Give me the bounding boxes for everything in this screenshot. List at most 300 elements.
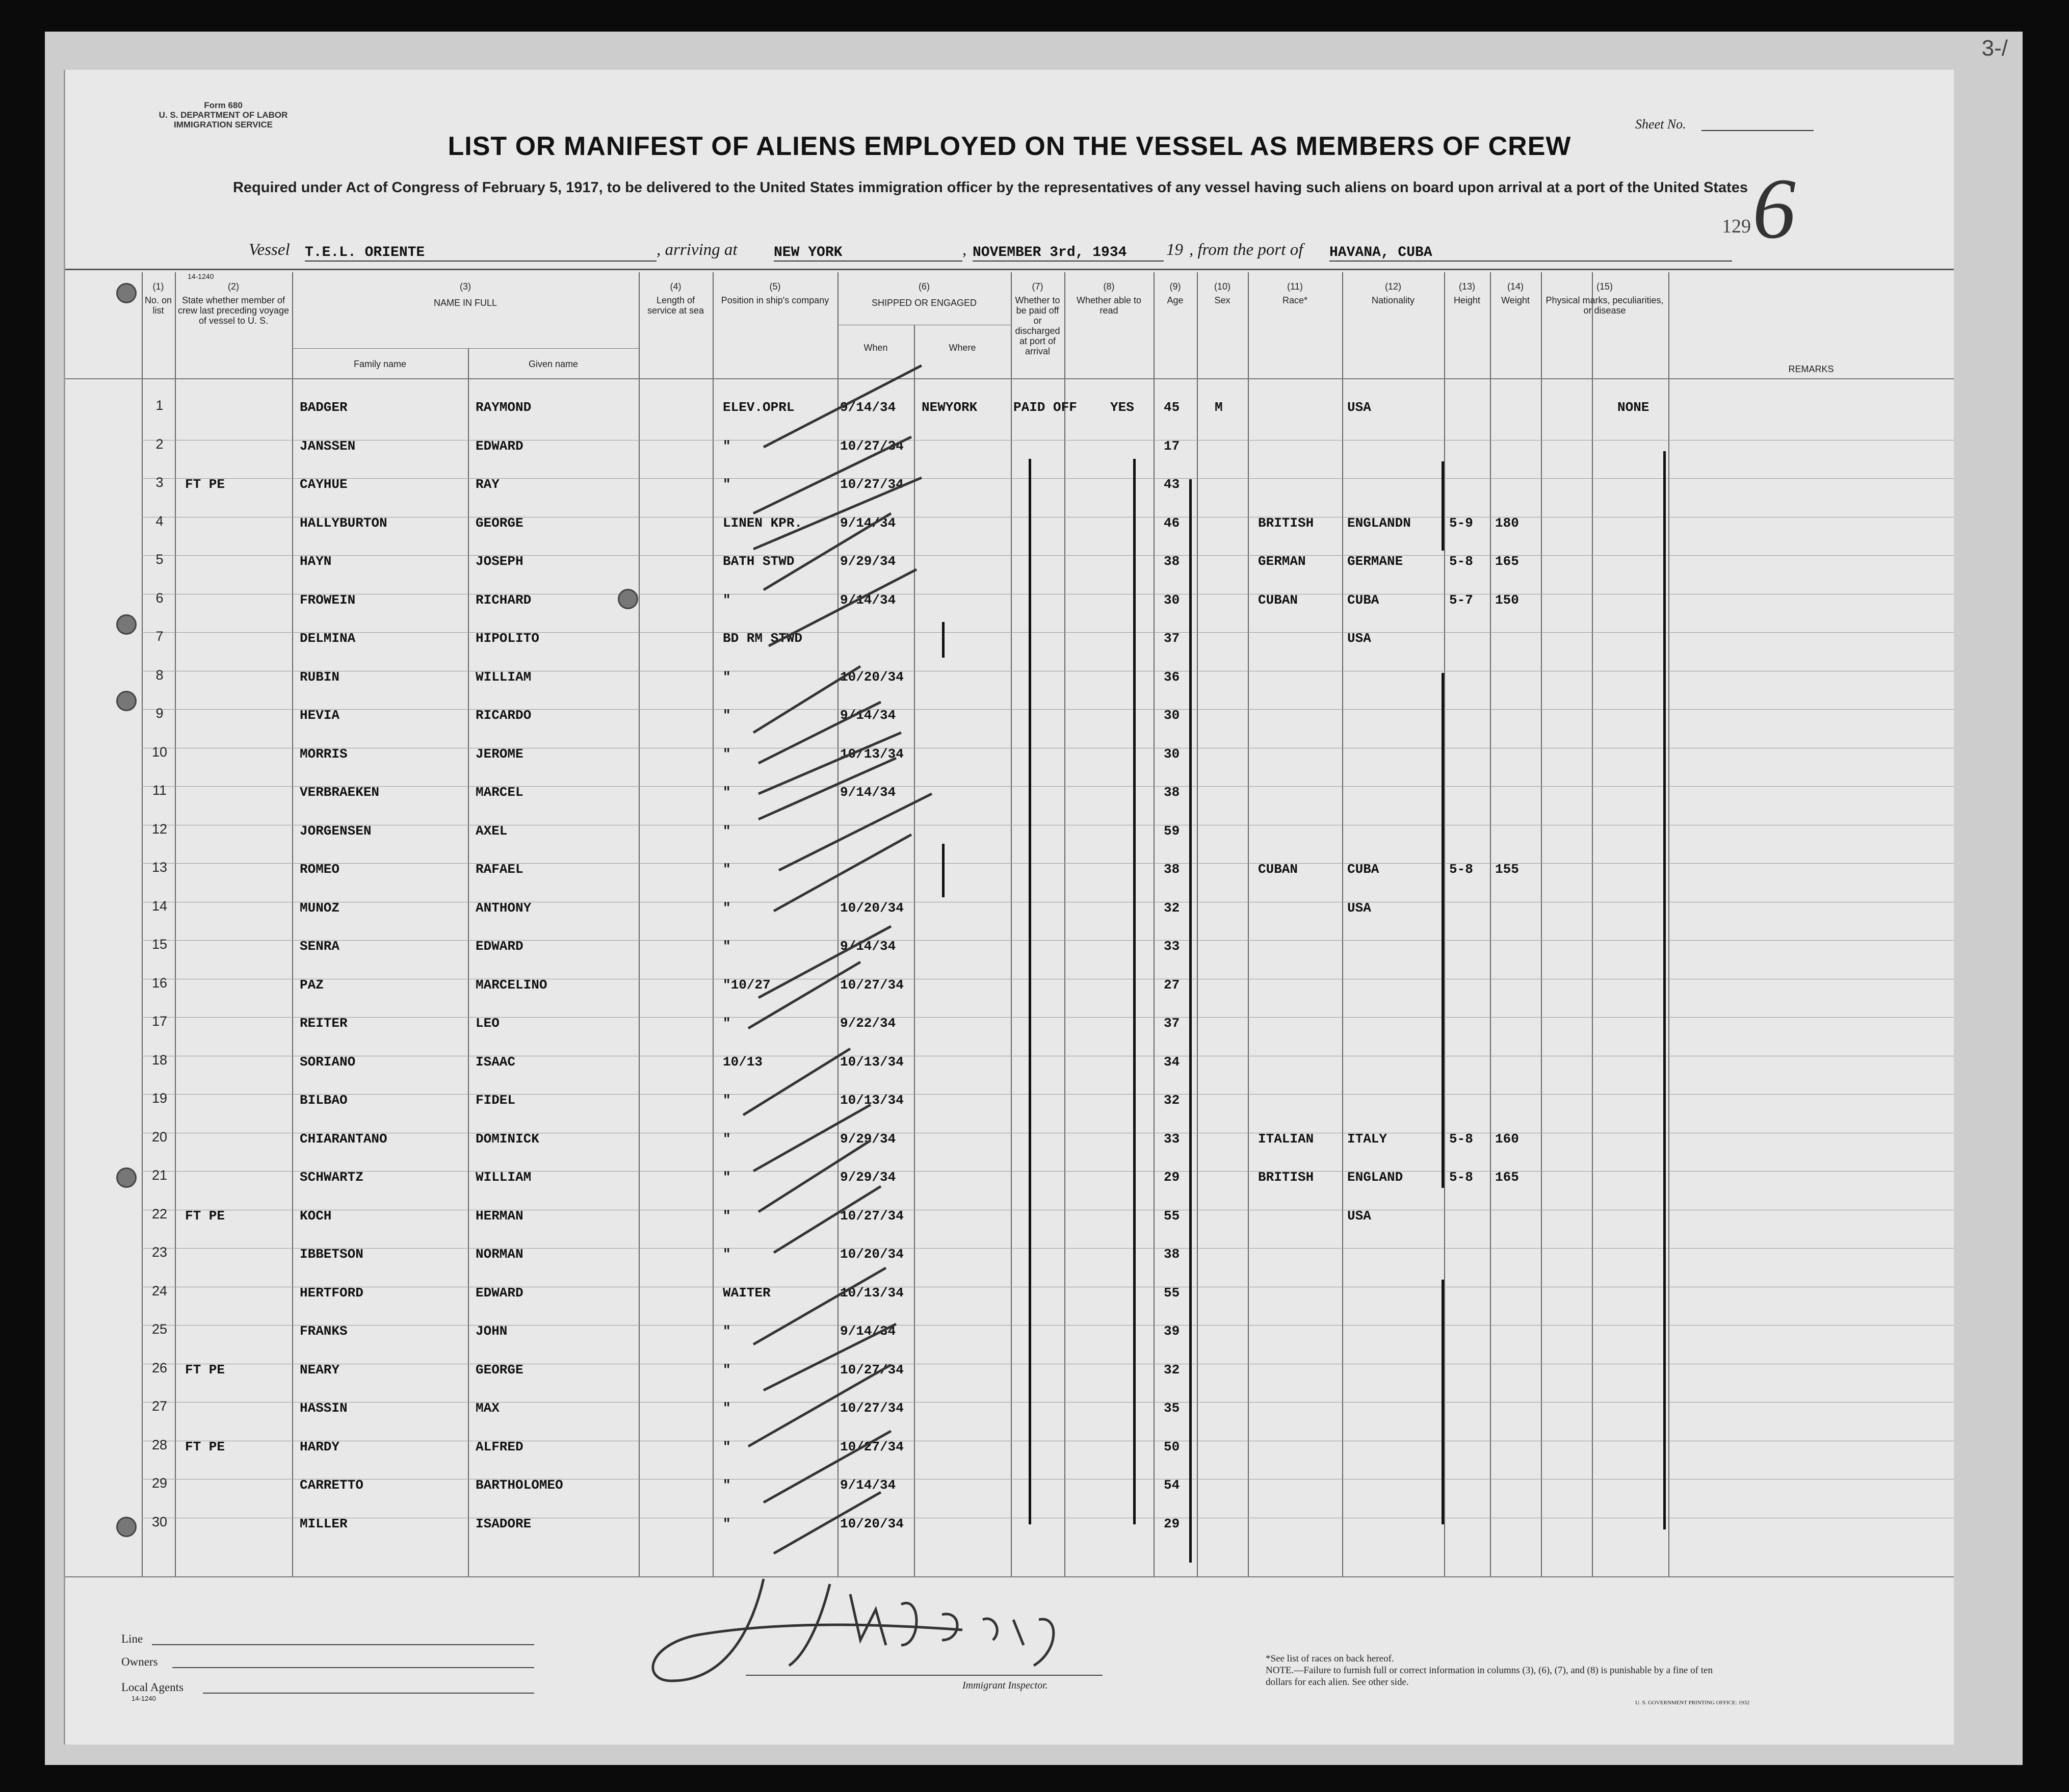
shipped-when-cell: 9/29/34 <box>840 1131 896 1147</box>
row-number: 9 <box>155 706 164 721</box>
department: U. S. DEPARTMENT OF LABOR <box>159 110 288 120</box>
column-number: (7) <box>1032 281 1043 292</box>
given-name-cell: EDWARD <box>476 939 523 954</box>
column-header: NAME IN FULL <box>433 298 497 308</box>
column-header: Whether to be paid off or discharged at port of arrival <box>1015 295 1060 356</box>
strike-mark <box>764 1324 896 1390</box>
position-cell: " <box>723 438 731 454</box>
form-id <box>147 100 300 129</box>
row-number: 19 <box>151 1090 168 1106</box>
height-cell: 5-9 <box>1449 515 1473 531</box>
family-name-cell: HARDY <box>300 1439 340 1455</box>
name-subheader-rule <box>292 348 639 349</box>
row-number: 30 <box>151 1514 168 1529</box>
race-cell: CUBAN <box>1258 862 1298 877</box>
from-label: , from the port of <box>1189 241 1303 259</box>
height-cell: 5-8 <box>1449 862 1473 877</box>
position-cell: " <box>723 592 731 608</box>
shipped-when-cell: 10/20/34 <box>840 1246 904 1262</box>
row-rule <box>142 709 1954 710</box>
column-header: State whether member of crew last preceding voyage of vessel to U. S. <box>177 295 290 326</box>
given-name-cell: RAY <box>476 477 500 492</box>
row-rule <box>142 478 1954 479</box>
column-number: (8) <box>1103 281 1115 292</box>
shipped-when-cell: 10/27/34 <box>840 438 904 454</box>
strike-mark <box>779 794 932 870</box>
column-divider <box>292 272 293 1576</box>
punch-hole <box>116 691 137 711</box>
given-name-cell: MARCELINO <box>476 977 547 993</box>
given-name-cell: EDWARD <box>476 1285 523 1301</box>
age-cell: 38 <box>1164 785 1180 800</box>
column-header: Nationality <box>1371 295 1415 305</box>
strike-marks <box>677 345 1034 1569</box>
shipped-when-cell: 10/27/34 <box>840 1439 904 1455</box>
row-number: 5 <box>155 552 164 567</box>
row-number: 11 <box>152 783 167 798</box>
given-name-cell: JOSEPH <box>476 554 523 569</box>
column-header: Whether able to read <box>1076 295 1142 316</box>
punch-hole <box>116 283 137 303</box>
position-cell: " <box>723 1093 731 1108</box>
given-name-cell: ISAAC <box>476 1054 516 1070</box>
given-name-cell: AXEL <box>476 823 508 839</box>
column-divider <box>1592 272 1593 1576</box>
sex-cell: M <box>1215 400 1223 415</box>
family-name-cell: CHIARANTANO <box>300 1131 387 1147</box>
row-rule <box>142 940 1954 941</box>
punch-hole <box>116 1167 137 1188</box>
read-cell: YES <box>1110 400 1134 415</box>
given-name-cell: WILLIAM <box>476 669 532 685</box>
printer-note: U. S. GOVERNMENT PRINTING OFFICE: 1932 <box>1635 1700 1750 1706</box>
footer-line-label: Line <box>121 1632 143 1645</box>
position-cell: " <box>723 823 731 839</box>
weight-cell: 160 <box>1495 1131 1519 1147</box>
shipped-when-cell: 9/29/34 <box>840 1170 896 1185</box>
given-name-cell: WILLIAM <box>476 1170 532 1185</box>
given-name-cell: FIDEL <box>476 1093 516 1108</box>
row-number: 29 <box>151 1475 168 1491</box>
state-cell: FT PE <box>185 477 225 492</box>
shipped-when-cell: 9/14/34 <box>840 708 896 723</box>
nationality-cell: USA <box>1347 631 1371 646</box>
arriving-label: , arriving at <box>657 241 738 259</box>
family-name-cell: RUBIN <box>300 669 340 685</box>
column-subheader: Family name <box>353 359 407 369</box>
row-number: 13 <box>151 860 168 875</box>
row-rule <box>142 1325 1954 1326</box>
row-number: 2 <box>155 436 164 452</box>
position-cell: ELEV.OPRL <box>723 400 795 415</box>
row-number: 25 <box>151 1321 168 1337</box>
strike-mark <box>774 835 911 911</box>
service: IMMIGRATION SERVICE <box>174 120 273 129</box>
given-name-cell: EDWARD <box>476 438 523 454</box>
strike-mark <box>769 569 916 646</box>
column-divider <box>142 272 143 1576</box>
strike-mark <box>753 437 911 513</box>
given-name-cell: LEO <box>476 1016 500 1031</box>
column-number: (11) <box>1287 281 1303 292</box>
punch-hole <box>618 589 638 609</box>
column-header: Age <box>1167 295 1184 305</box>
ditto-mark <box>1442 673 1444 1188</box>
row-number: 14 <box>151 898 168 914</box>
position-cell: " <box>723 708 731 723</box>
column-header: Sex <box>1214 295 1230 305</box>
weight-cell: 155 <box>1495 862 1519 877</box>
column-divider <box>639 272 640 1576</box>
position-cell: " <box>723 1131 731 1147</box>
races-note: *See list of races on back hereof. <box>1266 1653 1394 1664</box>
given-name-cell: HIPOLITO <box>476 631 539 646</box>
position-cell: " <box>723 1208 731 1224</box>
row-rule <box>142 1171 1954 1172</box>
age-cell: 50 <box>1164 1439 1180 1455</box>
weight-cell: 180 <box>1495 515 1519 531</box>
position-cell: " <box>723 1477 731 1493</box>
row-number: 7 <box>155 629 164 644</box>
given-name-cell: ANTHONY <box>476 900 532 916</box>
arriving-port: NEW YORK <box>774 245 962 262</box>
given-name-cell: NORMAN <box>476 1246 523 1262</box>
family-name-cell: IBBETSON <box>300 1246 363 1262</box>
strike-mark <box>758 1140 871 1212</box>
given-name-cell: JOHN <box>476 1323 508 1339</box>
position-cell: " <box>723 1439 731 1455</box>
shipped-when-cell: 10/20/34 <box>840 900 904 916</box>
age-cell: 39 <box>1164 1323 1180 1339</box>
paid-off-cell: PAID OFF <box>1013 400 1077 415</box>
given-name-cell: RICARDO <box>476 708 532 723</box>
nationality-cell: GERMANE <box>1347 554 1403 569</box>
strike-mark <box>753 1268 886 1344</box>
shipped-when-cell: 10/27/34 <box>840 1362 904 1378</box>
family-name-cell: CARRETTO <box>300 1477 363 1493</box>
race-cell: ITALIAN <box>1258 1131 1314 1147</box>
position-cell: " <box>723 785 731 800</box>
given-name-cell: RAYMOND <box>476 400 532 415</box>
position-cell: BATH STWD <box>723 554 795 569</box>
age-cell: 38 <box>1164 862 1180 877</box>
age-cell: 35 <box>1164 1400 1180 1416</box>
row-number: 15 <box>151 937 168 952</box>
age-cell: 33 <box>1164 939 1180 954</box>
race-cell: BRITISH <box>1258 1170 1314 1185</box>
position-cell: "10/27 <box>723 977 771 993</box>
strike-mark <box>764 366 922 447</box>
corner-mark: 3-/ <box>1981 36 2008 61</box>
position-cell: " <box>723 1246 731 1262</box>
strike-mark <box>774 1186 881 1253</box>
column-number: (15) <box>1596 281 1613 292</box>
height-cell: 5-8 <box>1449 554 1473 569</box>
given-name-cell: BARTHOLOMEO <box>476 1477 563 1493</box>
sheet-number-line <box>1701 130 1814 131</box>
age-cell: 54 <box>1164 1477 1180 1493</box>
nationality-cell: USA <box>1347 900 1371 916</box>
row-number: 1 <box>155 398 164 413</box>
column-divider <box>1668 272 1669 1576</box>
family-name-cell: MORRIS <box>300 746 348 762</box>
column-number: (13) <box>1458 281 1475 292</box>
shipped-when-cell: 10/20/34 <box>840 1516 904 1531</box>
ditto-mark <box>1442 461 1444 551</box>
age-cell: 29 <box>1164 1170 1180 1185</box>
age-cell: 37 <box>1164 1016 1180 1031</box>
row-number: 24 <box>151 1283 168 1298</box>
race-cell: GERMAN <box>1258 554 1306 569</box>
shipped-when-cell: 10/27/34 <box>840 1400 904 1416</box>
row-rule <box>142 1248 1954 1249</box>
strike-mark <box>758 758 896 819</box>
column-number: (9) <box>1169 281 1181 292</box>
shipped-when-cell: 9/14/34 <box>840 592 896 608</box>
row-number: 20 <box>151 1129 168 1145</box>
given-name-cell: ALFRED <box>476 1439 523 1455</box>
column-subheader: Given name <box>528 359 579 369</box>
row-rule <box>142 863 1954 864</box>
position-cell: " <box>723 477 731 492</box>
family-name-cell: HAYN <box>300 554 332 569</box>
row-number: 8 <box>155 667 164 683</box>
inspector-signature <box>636 1564 1222 1691</box>
weight-cell: 165 <box>1495 554 1519 569</box>
family-name-cell: FROWEIN <box>300 592 356 608</box>
column-header: Position in ship's company <box>721 295 829 305</box>
weight-cell: 165 <box>1495 1170 1519 1185</box>
inspector-line <box>746 1675 1103 1676</box>
row-number: 18 <box>151 1052 168 1068</box>
age-cell: 38 <box>1164 1246 1180 1262</box>
row-number: 26 <box>151 1360 168 1375</box>
state-cell: FT PE <box>185 1208 225 1224</box>
table-top-rule <box>65 269 1954 270</box>
family-name-cell: CAYHUE <box>300 477 348 492</box>
family-name-cell: VERBRAEKEN <box>300 785 380 800</box>
race-cell: BRITISH <box>1258 515 1314 531</box>
column-divider <box>1490 272 1491 1576</box>
family-name-cell: REITER <box>300 1016 348 1031</box>
column-divider <box>1444 272 1445 1576</box>
row-number: 3 <box>155 475 164 490</box>
row-number: 16 <box>151 975 168 991</box>
row-rule <box>142 555 1954 556</box>
ditto-mark <box>1133 459 1136 1524</box>
state-cell: FT PE <box>185 1439 225 1455</box>
age-cell: 27 <box>1164 977 1180 993</box>
ditto-mark <box>1442 1280 1444 1524</box>
column-header: SHIPPED OR ENGAGED <box>871 298 977 308</box>
form-code: 14-1240 <box>188 272 214 280</box>
shipped-when-cell: 9/14/34 <box>840 1323 896 1339</box>
row-rule <box>142 786 1954 787</box>
strike-mark <box>748 1365 891 1446</box>
family-name-cell: JORGENSEN <box>300 823 372 839</box>
inspector-label: Immigrant Inspector. <box>962 1680 1048 1691</box>
family-name-cell: KOCH <box>300 1208 332 1224</box>
row-number: 12 <box>151 821 168 837</box>
given-name-cell: MAX <box>476 1400 500 1416</box>
position-cell: " <box>723 1400 731 1416</box>
row-number: 10 <box>151 744 168 760</box>
strike-mark <box>758 926 891 998</box>
nationality-cell: ENGLANDN <box>1347 515 1411 531</box>
family-name-cell: HERTFORD <box>300 1285 363 1301</box>
column-number: (14) <box>1507 281 1524 292</box>
column-subheader: Where <box>949 343 976 353</box>
position-cell: " <box>723 900 731 916</box>
strike-mark <box>764 513 891 590</box>
age-cell: 45 <box>1164 400 1180 415</box>
family-name-cell: HASSIN <box>300 1400 348 1416</box>
penalty-note: NOTE.—Failure to furnish full or correct information in columns (3), (6), (7), and (8) is punishable by a fine of ten dollars for each alien. See other side. <box>1266 1665 1713 1687</box>
column-divider <box>175 272 176 1576</box>
family-name-cell: SORIANO <box>300 1054 356 1070</box>
strike-mark <box>758 733 901 794</box>
row-rule <box>142 632 1954 633</box>
age-cell: 55 <box>1164 1285 1180 1301</box>
row-number: 17 <box>151 1014 168 1029</box>
family-name-cell: DELMINA <box>300 631 356 646</box>
shipped-when-cell: 10/13/34 <box>840 1054 904 1070</box>
position-cell: " <box>723 1362 731 1378</box>
position-cell: " <box>723 1170 731 1185</box>
row-number: 27 <box>151 1398 168 1414</box>
column-number: (5) <box>769 281 781 292</box>
shipped-when-cell: 9/14/34 <box>840 939 896 954</box>
shipped-when-cell: 9/22/34 <box>840 1016 896 1031</box>
sheet-number-handwritten: 6 <box>1752 161 1796 256</box>
column-number: (1) <box>152 281 164 292</box>
column-number: (3) <box>460 281 471 292</box>
footer-owners-label: Owners <box>121 1655 158 1668</box>
age-cell: 29 <box>1164 1516 1180 1531</box>
row-number: 22 <box>151 1206 168 1222</box>
family-name-cell: BILBAO <box>300 1093 348 1108</box>
age-cell: 55 <box>1164 1208 1180 1224</box>
given-name-cell: RICHARD <box>476 592 532 608</box>
stamp-number: 129 <box>1722 216 1751 237</box>
shipped-when-cell: 10/13/34 <box>840 1285 904 1301</box>
age-cell: 30 <box>1164 746 1180 762</box>
family-name-cell: HEVIA <box>300 708 340 723</box>
column-header: REMARKS <box>1788 364 1834 374</box>
family-name-cell: ROMEO <box>300 862 340 877</box>
family-name-cell: PAZ <box>300 977 324 993</box>
column-divider <box>1154 272 1155 1576</box>
position-cell: " <box>723 1323 731 1339</box>
shipped-when-cell: 10/13/34 <box>840 1093 904 1108</box>
nationality-cell: USA <box>1347 1208 1371 1224</box>
column-number: (10) <box>1214 281 1230 292</box>
age-cell: 32 <box>1164 1093 1180 1108</box>
shipped-when-cell: 10/27/34 <box>840 977 904 993</box>
age-cell: 34 <box>1164 1054 1180 1070</box>
family-name-cell: BADGER <box>300 400 348 415</box>
shipped-when-cell: 9/14/34 <box>840 515 896 531</box>
column-subheader: When <box>863 343 888 353</box>
column-number: (4) <box>670 281 682 292</box>
strike-mark <box>764 1431 891 1502</box>
row-rule <box>142 1017 1954 1018</box>
given-name-cell: DOMINICK <box>476 1131 539 1147</box>
column-header: No. on list <box>144 295 172 316</box>
column-divider <box>1342 272 1343 1576</box>
column-number: (6) <box>919 281 930 292</box>
given-name-cell: HERMAN <box>476 1208 523 1224</box>
family-name-cell: FRANKS <box>300 1323 348 1339</box>
page-title: LIST OR MANIFEST OF ALIENS EMPLOYED ON THE VESSEL AS MEMBERS OF CREW <box>448 132 1572 161</box>
strike-mark <box>753 666 860 733</box>
strike-mark <box>774 1492 881 1553</box>
position-cell: " <box>723 746 731 762</box>
sheet-label: Sheet No. <box>1635 117 1686 132</box>
shipped-when-cell: 9/14/34 <box>840 785 896 800</box>
given-name-cell: GEORGE <box>476 515 523 531</box>
age-cell: 36 <box>1164 669 1180 685</box>
position-cell: " <box>723 669 731 685</box>
age-cell: 37 <box>1164 631 1180 646</box>
position-cell: " <box>723 1016 731 1031</box>
vessel-label: Vessel <box>249 241 290 259</box>
family-name-cell: MILLER <box>300 1516 348 1531</box>
row-number: 23 <box>151 1244 168 1260</box>
family-name-cell: SENRA <box>300 939 340 954</box>
shipped-when-cell: 10/27/34 <box>840 477 904 492</box>
shipped-where-cell: NEWYORK <box>922 400 978 415</box>
column-header: Weight <box>1501 295 1530 305</box>
row-number: 28 <box>151 1437 168 1452</box>
shipped-when-cell: 9/14/34 <box>840 400 896 415</box>
age-cell: 59 <box>1164 823 1180 839</box>
row-number: 21 <box>151 1167 168 1183</box>
position-cell: " <box>723 862 731 877</box>
row-rule <box>142 1094 1954 1095</box>
height-cell: 5-8 <box>1449 1131 1473 1147</box>
race-cell: CUBAN <box>1258 592 1298 608</box>
family-name-cell: SCHWARTZ <box>300 1170 363 1185</box>
age-cell: 30 <box>1164 708 1180 723</box>
nationality-cell: ITALY <box>1347 1131 1387 1147</box>
position-cell: WAITER <box>723 1285 771 1301</box>
shipped-when-cell: 10/27/34 <box>840 1208 904 1224</box>
column-header: Race* <box>1282 295 1308 305</box>
column-number: (2) <box>228 281 239 292</box>
given-name-cell: JEROME <box>476 746 523 762</box>
family-name-cell: HALLYBURTON <box>300 515 387 531</box>
age-cell: 43 <box>1164 477 1180 492</box>
shipped-when-cell: 10/20/34 <box>840 669 904 685</box>
height-cell: 5-8 <box>1449 1170 1473 1185</box>
strike-mark <box>743 1049 850 1115</box>
column-divider <box>1064 272 1065 1576</box>
marks-cell: NONE <box>1617 400 1649 415</box>
age-cell: 30 <box>1164 592 1180 608</box>
form-number: Form 680 <box>204 100 243 110</box>
agents-code: 14-1240 <box>132 1695 156 1702</box>
row-number: 4 <box>155 513 164 529</box>
age-cell: 33 <box>1164 1131 1180 1147</box>
ditto-mark <box>1189 479 1192 1563</box>
strike-mark <box>753 478 922 549</box>
age-cell: 46 <box>1164 515 1180 531</box>
shipped-when-cell: 10/13/34 <box>840 746 904 762</box>
position-cell: LINEN KPR. <box>723 515 803 531</box>
position-cell: " <box>723 1516 731 1531</box>
agents-field <box>203 1693 534 1694</box>
